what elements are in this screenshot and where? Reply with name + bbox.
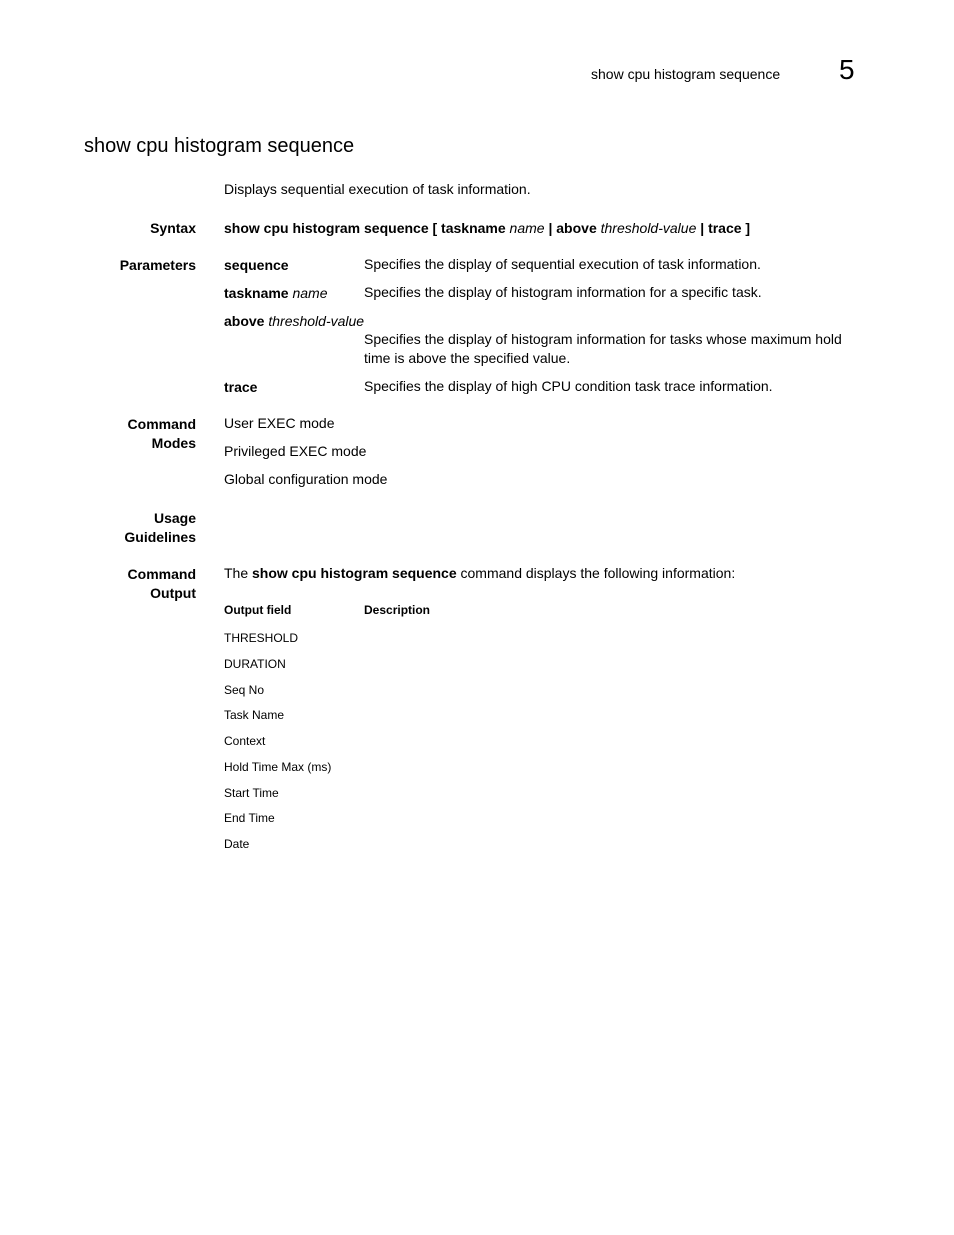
syntax-separator: | <box>700 220 705 236</box>
syntax-name-arg: name <box>509 220 545 236</box>
syntax-separator: | <box>548 220 553 236</box>
table-row: Context <box>224 734 266 748</box>
chapter-number: 5 <box>839 54 855 85</box>
param-trace-keyword: trace <box>224 379 258 395</box>
syntax-command: show cpu histogram sequence [ <box>224 220 438 236</box>
param-description <box>364 330 842 368</box>
syntax-line <box>224 219 750 238</box>
usage-guidelines-label <box>124 509 196 547</box>
param-name-arg: name <box>292 285 328 301</box>
table-row: Hold Time Max (ms) <box>224 760 332 774</box>
syntax-threshold-arg: threshold-value <box>600 220 697 236</box>
table-row: Start Time <box>224 786 279 800</box>
command-mode-item: User EXEC mode <box>224 415 335 431</box>
syntax-above-keyword: above <box>556 220 597 236</box>
param-keyword <box>224 284 328 303</box>
syntax-trace-keyword: trace ] <box>708 220 751 236</box>
syntax-taskname-keyword: taskname <box>441 220 506 236</box>
page-title: show cpu histogram sequence <box>84 135 355 157</box>
parameters-label: Parameters <box>119 257 196 273</box>
param-description-line: time is above the specified value. <box>364 350 571 366</box>
label-line: Usage <box>153 510 196 526</box>
param-keyword <box>224 378 257 397</box>
table-row: End Time <box>224 811 275 825</box>
command-mode-item: Global configuration mode <box>224 471 388 487</box>
label-line: Guidelines <box>124 529 196 545</box>
command-modes-label <box>128 415 196 453</box>
running-header-title: show cpu histogram sequence <box>591 66 781 82</box>
table-row: DURATION <box>224 657 286 671</box>
label-line: Command <box>127 566 196 582</box>
param-keyword <box>224 312 364 331</box>
output-intro <box>224 564 735 583</box>
table-row: Date <box>224 837 250 851</box>
table-row: Task Name <box>224 708 285 722</box>
label-line: Output <box>150 585 196 601</box>
param-description: Specifies the display of sequential execution of task information. <box>364 256 761 272</box>
param-sequence-keyword: sequence <box>224 257 289 273</box>
output-intro-command: show cpu histogram sequence <box>252 565 457 581</box>
command-output-label <box>128 565 196 603</box>
param-above-keyword: above <box>224 313 265 329</box>
param-description: Specifies the display of histogram information for a specific task. <box>364 284 762 300</box>
table-row: Seq No <box>224 683 265 697</box>
param-taskname-keyword: taskname <box>224 285 289 301</box>
output-intro-pre: The <box>224 565 249 581</box>
label-line: Command <box>127 416 196 432</box>
command-description: Displays sequential execution of task information. <box>224 181 531 197</box>
table-header-output-field: Output field <box>224 603 292 617</box>
command-mode-item: Privileged EXEC mode <box>224 443 367 459</box>
label-line: Modes <box>151 435 196 451</box>
table-header-description: Description <box>364 603 431 617</box>
param-description: Specifies the display of high CPU condition task trace information. <box>364 378 773 394</box>
param-description-line: Specifies the display of histogram information for tasks whose maximum hold <box>364 331 842 347</box>
param-keyword <box>224 256 289 275</box>
table-row: THRESHOLD <box>224 631 299 645</box>
syntax-label: Syntax <box>150 220 196 236</box>
param-threshold-arg: threshold-value <box>268 313 365 329</box>
output-intro-post: command displays the following information: <box>460 565 736 581</box>
